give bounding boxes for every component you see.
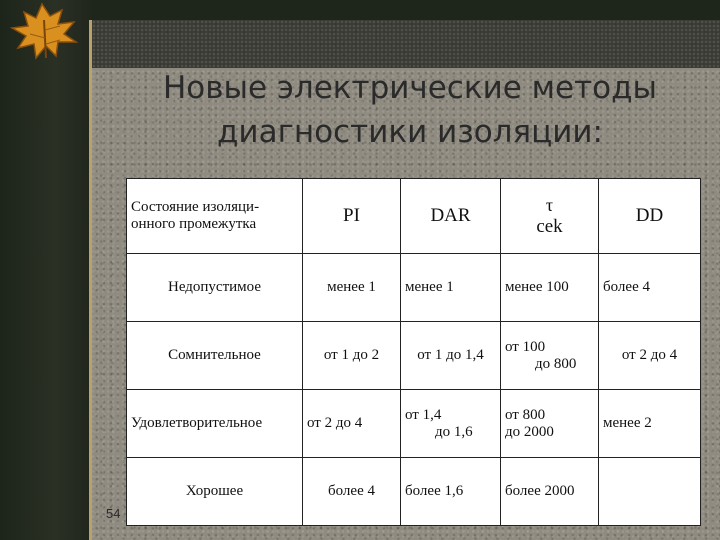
tau-symbol: τ [545, 194, 554, 215]
cell-tau [501, 322, 599, 390]
tau-unit: cek [536, 215, 563, 237]
cell-tau [501, 390, 599, 458]
cell-dd: менее 2 [599, 390, 701, 458]
cell-tau-line-2: до 2000 [505, 423, 554, 440]
cell-state: Удовлетворительное [127, 390, 303, 458]
cell-dd [599, 458, 701, 526]
header-state-line-2: онного промежутка [131, 216, 257, 232]
cell-dd: от 2 до 4 [599, 322, 701, 390]
top-band [0, 0, 720, 20]
header-pi: PI [303, 179, 401, 254]
table-header-row [127, 179, 701, 254]
slide-header-band [92, 20, 720, 68]
table-row [127, 458, 701, 526]
cell-state: Сомнительное [127, 322, 303, 390]
cell-tau-line-1: от 100 [505, 338, 546, 355]
cell-tau: более 2000 [501, 458, 599, 526]
cell-dd: более 4 [599, 254, 701, 322]
cell-dar: более 1,6 [401, 458, 501, 526]
autumn-leaf-icon [2, 0, 88, 64]
cell-dar [401, 390, 501, 458]
title-line-2: диагностики изоляции: [217, 114, 603, 150]
cell-pi: менее 1 [303, 254, 401, 322]
cell-tau: менее 100 [501, 254, 599, 322]
header-dar: DAR [401, 179, 501, 254]
cell-state: Недопустимое [127, 254, 303, 322]
cell-pi: от 2 до 4 [303, 390, 401, 458]
left-strip [0, 0, 92, 540]
header-state-line-1: Состояние изоляци- [131, 199, 260, 215]
gold-rule [89, 20, 92, 540]
title-line-1: Новые электрические методы [162, 70, 658, 106]
cell-dar-line-1: от 1,4 [405, 406, 442, 423]
table-row [127, 322, 701, 390]
page-number: 54 [106, 506, 121, 521]
insulation-diagnostics-table [126, 178, 701, 526]
cell-dar-line-2: до 1,6 [435, 423, 473, 440]
cell-dar: от 1 до 1,4 [401, 322, 501, 390]
cell-tau-line-2: до 800 [535, 355, 577, 372]
header-tau [501, 179, 599, 254]
cell-tau-line-1: от 800 [505, 406, 546, 423]
table-row [127, 254, 701, 322]
cell-pi: более 4 [303, 458, 401, 526]
cell-pi: от 1 до 2 [303, 322, 401, 390]
header-dd: DD [599, 179, 701, 254]
cell-state: Хорошее [127, 458, 303, 526]
slide-title [100, 66, 720, 154]
table-row [127, 390, 701, 458]
header-state [127, 179, 303, 254]
cell-dar: менее 1 [401, 254, 501, 322]
